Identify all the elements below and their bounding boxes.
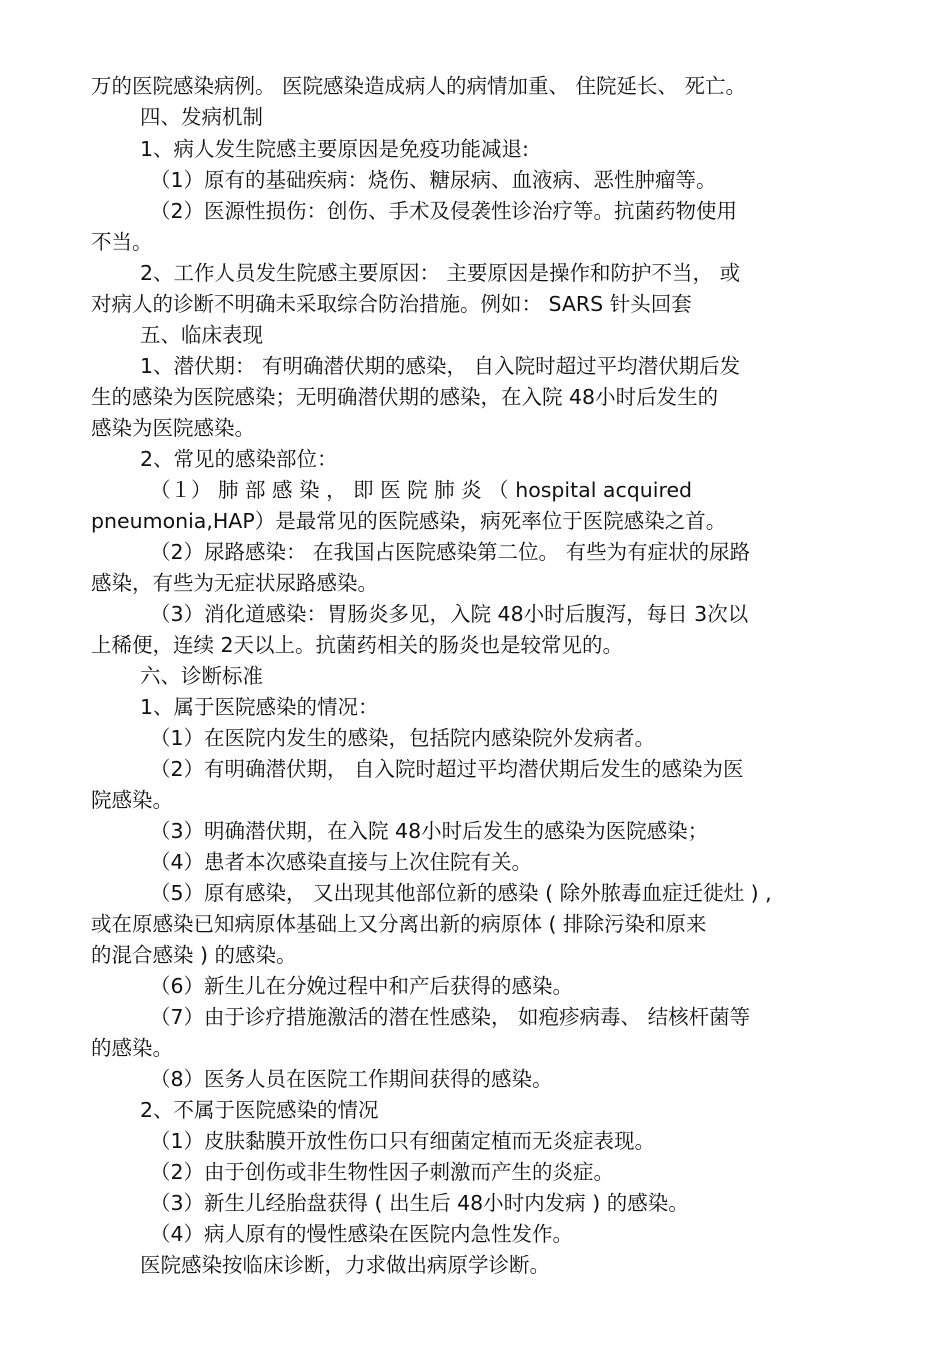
text-line: （2）尿路感染： 在我国占医院感染第二位。 有些为有症状的尿路 — [150, 540, 751, 564]
text-line: 院感染。 — [91, 788, 173, 812]
text-line: （2）有明确潜伏期， 自入院时超过平均潜伏期后发生的感染为医 — [150, 757, 744, 781]
text-line: 2、不属于医院感染的情况 — [140, 1098, 379, 1122]
text-line: （1）原有的基础疾病：烧伤、糖尿病、血液病、恶性肿瘤等。 — [150, 168, 717, 192]
text-line: 上稀便，连续 2天以上。抗菌药相关的肠炎也是较常见的。 — [91, 633, 624, 657]
text-line: 医院感染按临床诊断，力求做出病原学诊断。 — [140, 1253, 550, 1277]
section-heading: 五、临床表现 — [140, 323, 263, 347]
text-line: 万的医院感染病例。 医院感染造成病人的病情加重、 住院延长、 死亡。 — [91, 74, 747, 98]
text-line: 的混合感染 ) 的感染。 — [91, 943, 297, 967]
text-line: 感染为医院感染。 — [91, 416, 255, 440]
text-line: 1、属于医院感染的情况： — [140, 695, 379, 719]
text-line: （3）明确潜伏期，在入院 48小时后发生的感染为医院感染； — [150, 819, 709, 843]
text-line: 感染，有些为无症状尿路感染。 — [91, 571, 378, 595]
text-line: （6）新生儿在分娩过程中和产后获得的感染。 — [150, 974, 574, 998]
text-line: （2）由于创伤或非生物性因子刺激而产生的炎症。 — [150, 1160, 615, 1184]
text-line: （3）新生儿经胎盘获得 ( 出生后 48小时内发病 ) 的感染。 — [150, 1191, 689, 1215]
text-line: （8）医务人员在医院工作期间获得的感染。 — [150, 1067, 553, 1091]
text-line: pneumonia,HAP）是最常见的医院感染，病死率位于医院感染之首。 — [91, 509, 727, 533]
text-line: 2、常见的感染部位： — [140, 447, 338, 471]
section-heading: 四、发病机制 — [140, 105, 263, 129]
text-line: （4）患者本次感染直接与上次住院有关。 — [150, 850, 533, 874]
text-line: （1）皮肤黏膜开放性伤口只有细菌定植而无炎症表现。 — [150, 1129, 656, 1153]
text-line: 的感染。 — [91, 1036, 173, 1060]
text-line: （1）在医院内发生的感染，包括院内感染院外发病者。 — [150, 726, 656, 750]
text-line: 或在原感染已知病原体基础上又分离出新的病原体 ( 排除污染和原来 — [91, 912, 707, 936]
text-line: （2）医源性损伤：创伤、手术及侵袭性诊治疗等。抗菌药物使用 — [150, 199, 738, 223]
text-line: 1、潜伏期： 有明确潜伏期的感染， 自入院时超过平均潜伏期后发 — [140, 354, 741, 378]
section-heading: 六、诊断标准 — [140, 664, 263, 688]
text-line: （3）消化道感染：胃肠炎多见，入院 48小时后腹泻，每日 3次以 — [150, 602, 749, 626]
text-line: 生的感染为医院感染；无明确潜伏期的感染，在入院 48小时后发生的 — [91, 385, 719, 409]
text-line: （7）由于诊疗措施激活的潜在性感染， 如疱疹病毒、 结核杆菌等 — [150, 1005, 751, 1029]
text-line: 1、病人发生院感主要原因是免疫功能减退: — [140, 137, 529, 161]
text-line: 2、工作人员发生院感主要原因： 主要原因是操作和防护不当， 或 — [140, 261, 741, 285]
text-line: （4）病人原有的慢性感染在医院内急性发作。 — [150, 1222, 574, 1246]
text-line: 不当。 — [91, 230, 153, 254]
text-line: （5）原有感染， 又出现其他部位新的感染 ( 除外脓毒血症迁徙灶 ) , — [150, 881, 772, 905]
text-line: 对病人的诊断不明确未采取综合防治措施。例如： SARS 针头回套 — [91, 292, 692, 316]
text-line: （１） 肺 部 感 染 ， 即 医 院 肺 炎 （ hospital acquired — [150, 478, 693, 502]
